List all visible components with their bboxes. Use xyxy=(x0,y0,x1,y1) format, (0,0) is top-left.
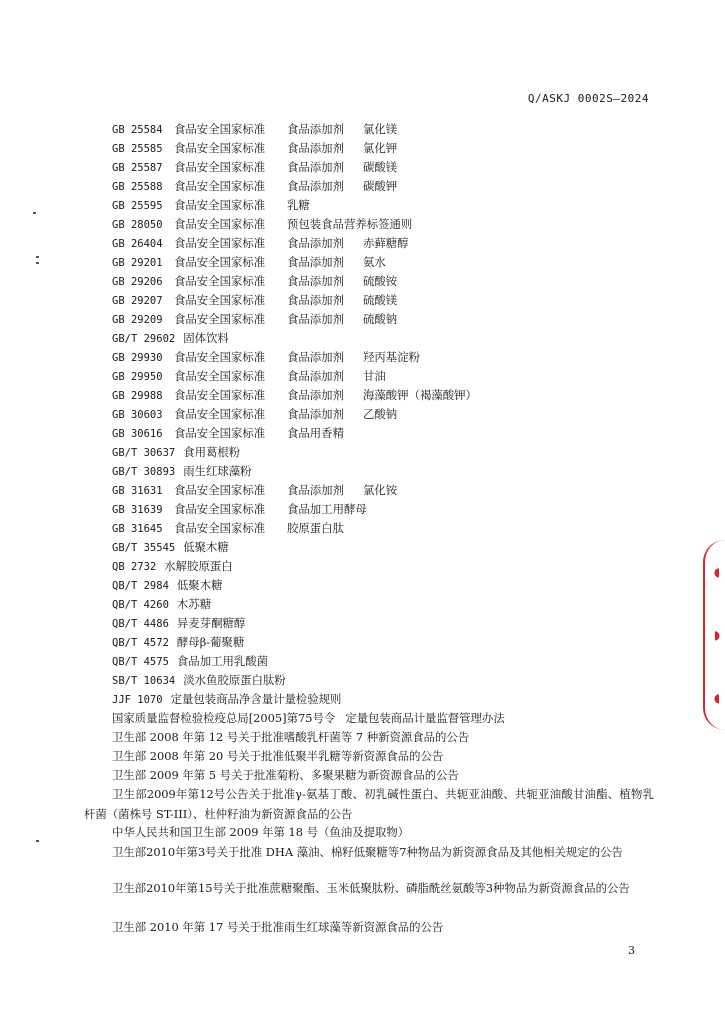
list-item: SB/T 10634 淡水鱼胶原蛋白肽粉 xyxy=(112,673,286,687)
list-item: QB/T 4572 酵母β-葡聚糖 xyxy=(112,635,245,649)
list-item: GB 25584 食品安全国家标准 食品添加剂 氯化镁 xyxy=(112,122,398,136)
list-item: GB 31639 食品安全国家标准 食品加工用酵母 xyxy=(112,502,367,516)
list-item: GB 25595 食品安全国家标准 乳糖 xyxy=(112,198,310,212)
list-item: GB 31631 食品安全国家标准 食品添加剂 氯化铵 xyxy=(112,483,398,497)
list-item: QB 2732 水解胶原蛋白 xyxy=(112,559,233,573)
seal-mark-icon: ◖ xyxy=(713,691,721,706)
seal-stamp xyxy=(703,540,725,730)
list-item: GB 25587 食品安全国家标准 食品添加剂 碳酸镁 xyxy=(112,160,398,174)
list-item: GB 29201 食品安全国家标准 食品添加剂 氨水 xyxy=(112,255,386,269)
list-item: GB 30603 食品安全国家标准 食品添加剂 乙酸钠 xyxy=(112,407,398,421)
seal-mark-icon: ◗ xyxy=(713,627,721,642)
list-item: GB 29950 食品安全国家标准 食品添加剂 甘油 xyxy=(112,369,386,383)
scan-speck xyxy=(36,262,39,264)
scan-speck xyxy=(36,840,39,842)
list-item: GB 29207 食品安全国家标准 食品添加剂 硫酸镁 xyxy=(112,293,398,307)
list-item: GB/T 35545 低聚木糖 xyxy=(112,540,229,554)
list-item: GB/T 30637 食用葛根粉 xyxy=(112,445,241,459)
list-item: GB/T 30893 雨生红球藻粉 xyxy=(112,464,252,478)
list-item: GB 30616 食品安全国家标准 食品用香精 xyxy=(112,426,344,440)
list-item: GB 29988 食品安全国家标准 食品添加剂 海藻酸钾（褐藻酸钾） xyxy=(112,388,477,402)
scan-speck xyxy=(36,256,39,258)
seal-mark-icon: ◖ xyxy=(713,564,721,579)
paragraph: 卫生部2010年第15号关于批准蔗糖聚酯、玉米低聚肽粉、磷脂酰丝氨酸等3种物品为新资源食品的公告 xyxy=(112,881,630,895)
list-item: GB 29209 食品安全国家标准 食品添加剂 硫酸钠 xyxy=(112,312,398,326)
list-item: JJF 1070 定量包装商品净含量计量检验规则 xyxy=(112,692,342,706)
list-item: GB 29930 食品安全国家标准 食品添加剂 羟丙基淀粉 xyxy=(112,350,420,364)
paragraph: 卫生部2009年第12号公告关于批准γ-氨基丁酸、初乳碱性蛋白、共轭亚油酸、共轭亚油酸甘油酯、植物乳杆菌（菌株号 ST-III）、杜仲籽油为新资源食品的公告 xyxy=(84,787,654,821)
list-item: QB/T 4575 食品加工用乳酸菌 xyxy=(112,654,269,668)
list-item: QB/T 4486 异麦芽酮糖醇 xyxy=(112,616,246,630)
list-item: GB 26404 食品安全国家标准 食品添加剂 赤藓糖醇 xyxy=(112,236,409,250)
list-item: GB 29206 食品安全国家标准 食品添加剂 硫酸铵 xyxy=(112,274,398,288)
list-item: GB 25585 食品安全国家标准 食品添加剂 氯化钾 xyxy=(112,141,398,155)
paragraph: 中华人民共和国卫生部 2009 年第 18 号（鱼油及提取物） xyxy=(112,825,410,839)
list-item: GB 25588 食品安全国家标准 食品添加剂 碳酸钾 xyxy=(112,179,398,193)
list-item: GB/T 29602 固体饮料 xyxy=(112,331,229,345)
paragraph: 卫生部2010年第3号关于批准 DHA 藻油、棉籽低聚糖等7种物品为新资源食品及其他相关规定的公告 xyxy=(112,845,623,859)
list-item: QB/T 2984 低聚木糖 xyxy=(112,578,223,592)
list-item: GB 28050 食品安全国家标准 预包装食品营养标签通则 xyxy=(112,217,413,231)
list-item: GB 31645 食品安全国家标准 胶原蛋白肽 xyxy=(112,521,344,535)
standard-id: Q/ASKJ 0002S—2024 xyxy=(527,92,649,105)
list-item: 卫生部 2008 年第 12 号关于批准嗜酸乳杆菌等 7 种新资源食品的公告 xyxy=(112,730,470,744)
list-item: QB/T 4260 木苏糖 xyxy=(112,597,212,611)
list-item: 国家质量监督检验检疫总局[2005]第75号令 定量包装商品计量监督管理办法 xyxy=(112,711,505,725)
page-number: 3 xyxy=(628,944,635,957)
list-item: 卫生部 2009 年第 5 号关于批准菊粉、多聚果糖为新资源食品的公告 xyxy=(112,768,459,782)
list-item: 卫生部 2008 年第 20 号关于批准低聚半乳糖等新资源食品的公告 xyxy=(112,749,444,763)
scan-speck xyxy=(33,212,36,214)
paragraph: 卫生部 2010 年第 17 号关于批准雨生红球藻等新资源食品的公告 xyxy=(112,920,444,934)
